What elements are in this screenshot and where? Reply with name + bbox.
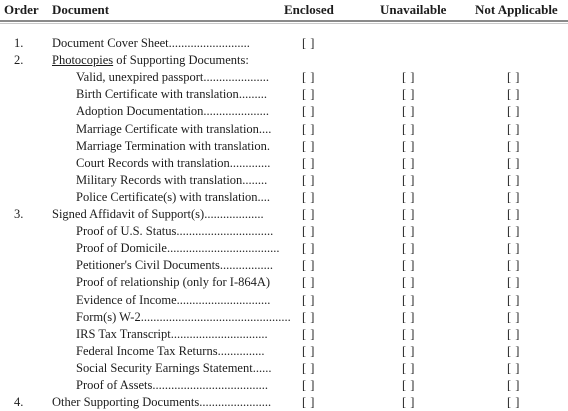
unavailable-column-header: Unavailable (380, 2, 447, 17)
enclosed-checkbox[interactable]: [ ] (302, 360, 315, 375)
unavailable-checkbox[interactable]: [ ] (402, 292, 415, 307)
item-number: 1. (14, 36, 24, 50)
checklist-row (0, 274, 568, 291)
header-rule-secondary (0, 23, 568, 24)
checklist-row (0, 223, 568, 240)
enclosed-checkbox[interactable]: [ ] (302, 275, 315, 290)
checklist-row (0, 343, 568, 360)
checklist-row (0, 138, 568, 155)
not-applicable-checkbox[interactable]: [ ] (507, 224, 520, 239)
unavailable-checkbox[interactable]: [ ] (402, 87, 415, 102)
underlined-text: Photocopies (52, 53, 114, 68)
checklist-row (0, 360, 568, 377)
unavailable-checkbox[interactable]: [ ] (402, 326, 415, 341)
document-label: Adoption Documentation..................... (76, 104, 270, 119)
enclosed-checkbox[interactable]: [ ] (302, 172, 315, 187)
unavailable-checkbox[interactable]: [ ] (402, 241, 415, 256)
checklist-row (0, 121, 568, 138)
document-label: Social Security Earnings Statement...... (76, 360, 272, 375)
document-label: Birth Certificate with translation......... (76, 87, 267, 102)
document-label: Photocopies of Supporting Documents: (52, 53, 249, 68)
enclosed-checkbox[interactable]: [ ] (302, 292, 315, 307)
document-label: Marriage Termination with translation. (76, 138, 270, 153)
enclosed-checkbox[interactable]: [ ] (302, 121, 315, 136)
not-applicable-checkbox[interactable]: [ ] (507, 121, 520, 136)
enclosed-checkbox[interactable]: [ ] (302, 241, 315, 256)
checklist-row (0, 257, 568, 274)
unavailable-checkbox[interactable]: [ ] (402, 172, 415, 187)
not-applicable-column-header: Not Applicable (475, 2, 558, 17)
checklist-row (0, 394, 568, 411)
not-applicable-checkbox[interactable]: [ ] (507, 189, 520, 204)
not-applicable-checkbox[interactable]: [ ] (507, 258, 520, 273)
enclosed-checkbox[interactable]: [ ] (302, 395, 315, 410)
unavailable-checkbox[interactable]: [ ] (402, 104, 415, 119)
checklist-row (0, 35, 568, 52)
document-label: Proof of Domicile.................................... (76, 241, 280, 256)
document-label: Proof of U.S. Status............................... (76, 224, 274, 239)
document-label: Signed Affidavit of Support(s)................... (52, 207, 264, 221)
unavailable-checkbox[interactable]: [ ] (402, 155, 415, 170)
checklist-row (0, 206, 568, 223)
document-label: Petitioner's Civil Documents................. (76, 258, 274, 273)
enclosed-column-header: Enclosed (284, 2, 334, 17)
checklist-row (0, 103, 568, 120)
checklist-row (0, 172, 568, 189)
order-column-header: Order (4, 2, 39, 17)
not-applicable-checkbox[interactable]: [ ] (507, 395, 520, 410)
not-applicable-checkbox[interactable]: [ ] (507, 309, 520, 324)
document-label: Other Supporting Documents....................... (52, 395, 272, 410)
enclosed-checkbox[interactable]: [ ] (302, 36, 315, 50)
table-header (0, 0, 568, 22)
checklist-row (0, 189, 568, 206)
checklist-row (0, 292, 568, 309)
enclosed-checkbox[interactable]: [ ] (302, 309, 315, 324)
not-applicable-checkbox[interactable]: [ ] (507, 172, 520, 187)
item-number: 2. (14, 53, 24, 68)
checklist-row (0, 240, 568, 257)
not-applicable-checkbox[interactable]: [ ] (507, 87, 520, 102)
unavailable-checkbox[interactable]: [ ] (402, 70, 415, 85)
enclosed-checkbox[interactable]: [ ] (302, 207, 315, 221)
unavailable-checkbox[interactable]: [ ] (402, 121, 415, 136)
document-label: Federal Income Tax Returns............... (76, 343, 265, 358)
enclosed-checkbox[interactable]: [ ] (302, 378, 315, 392)
document-label: Valid, unexpired passport..................... (76, 70, 270, 85)
document-label: Document Cover Sheet.......................... (52, 36, 250, 50)
enclosed-checkbox[interactable]: [ ] (302, 70, 315, 85)
document-label: Police Certificate(s) with translation.... (76, 189, 271, 204)
unavailable-checkbox[interactable]: [ ] (402, 189, 415, 204)
not-applicable-checkbox[interactable]: [ ] (507, 104, 520, 119)
enclosed-checkbox[interactable]: [ ] (302, 104, 315, 119)
document-label: Proof of relationship (only for I-864A) (76, 275, 271, 290)
checklist-row (0, 377, 568, 394)
document-label: Marriage Certificate with translation.... (76, 121, 272, 136)
enclosed-checkbox[interactable]: [ ] (302, 326, 315, 341)
unavailable-checkbox[interactable]: [ ] (402, 207, 415, 221)
not-applicable-checkbox[interactable]: [ ] (507, 343, 520, 358)
checklist-row (0, 309, 568, 326)
not-applicable-checkbox[interactable]: [ ] (507, 275, 520, 290)
unavailable-checkbox[interactable]: [ ] (402, 138, 415, 153)
not-applicable-checkbox[interactable]: [ ] (507, 207, 520, 221)
not-applicable-checkbox[interactable]: [ ] (507, 292, 520, 307)
checklist-row (0, 86, 568, 103)
not-applicable-checkbox[interactable]: [ ] (507, 360, 520, 375)
unavailable-checkbox[interactable]: [ ] (402, 258, 415, 273)
document-label: Evidence of Income.............................. (76, 292, 271, 307)
enclosed-checkbox[interactable]: [ ] (302, 224, 315, 239)
document-label: IRS Tax Transcript............................... (76, 326, 268, 341)
item-number: 4. (14, 395, 24, 410)
header-rule (0, 20, 568, 22)
enclosed-checkbox[interactable]: [ ] (302, 138, 315, 153)
checklist-row (0, 155, 568, 172)
unavailable-checkbox[interactable]: [ ] (402, 343, 415, 358)
enclosed-checkbox[interactable]: [ ] (302, 155, 315, 170)
checklist-row (0, 69, 568, 86)
enclosed-checkbox[interactable]: [ ] (302, 189, 315, 204)
document-label: Proof of Assets..................................... (76, 378, 269, 392)
not-applicable-checkbox[interactable]: [ ] (507, 378, 520, 392)
document-column-header: Document (52, 2, 110, 17)
unavailable-checkbox[interactable]: [ ] (402, 395, 415, 410)
enclosed-checkbox[interactable]: [ ] (302, 343, 315, 358)
checklist-row (0, 326, 568, 343)
document-label: Form(s) W-2................................................ (76, 309, 291, 324)
item-number: 3. (14, 207, 24, 221)
not-applicable-checkbox[interactable]: [ ] (507, 241, 520, 256)
not-applicable-checkbox[interactable]: [ ] (507, 326, 520, 341)
unavailable-checkbox[interactable]: [ ] (402, 360, 415, 375)
document-label: Military Records with translation........ (76, 172, 268, 187)
not-applicable-checkbox[interactable]: [ ] (507, 155, 520, 170)
checklist-row (0, 52, 568, 69)
unavailable-checkbox[interactable]: [ ] (402, 378, 415, 392)
not-applicable-checkbox[interactable]: [ ] (507, 70, 520, 85)
enclosed-checkbox[interactable]: [ ] (302, 87, 315, 102)
unavailable-checkbox[interactable]: [ ] (402, 275, 415, 290)
enclosed-checkbox[interactable]: [ ] (302, 258, 315, 273)
unavailable-checkbox[interactable]: [ ] (402, 309, 415, 324)
not-applicable-checkbox[interactable]: [ ] (507, 138, 520, 153)
unavailable-checkbox[interactable]: [ ] (402, 224, 415, 239)
document-label: Court Records with translation............. (76, 155, 271, 170)
